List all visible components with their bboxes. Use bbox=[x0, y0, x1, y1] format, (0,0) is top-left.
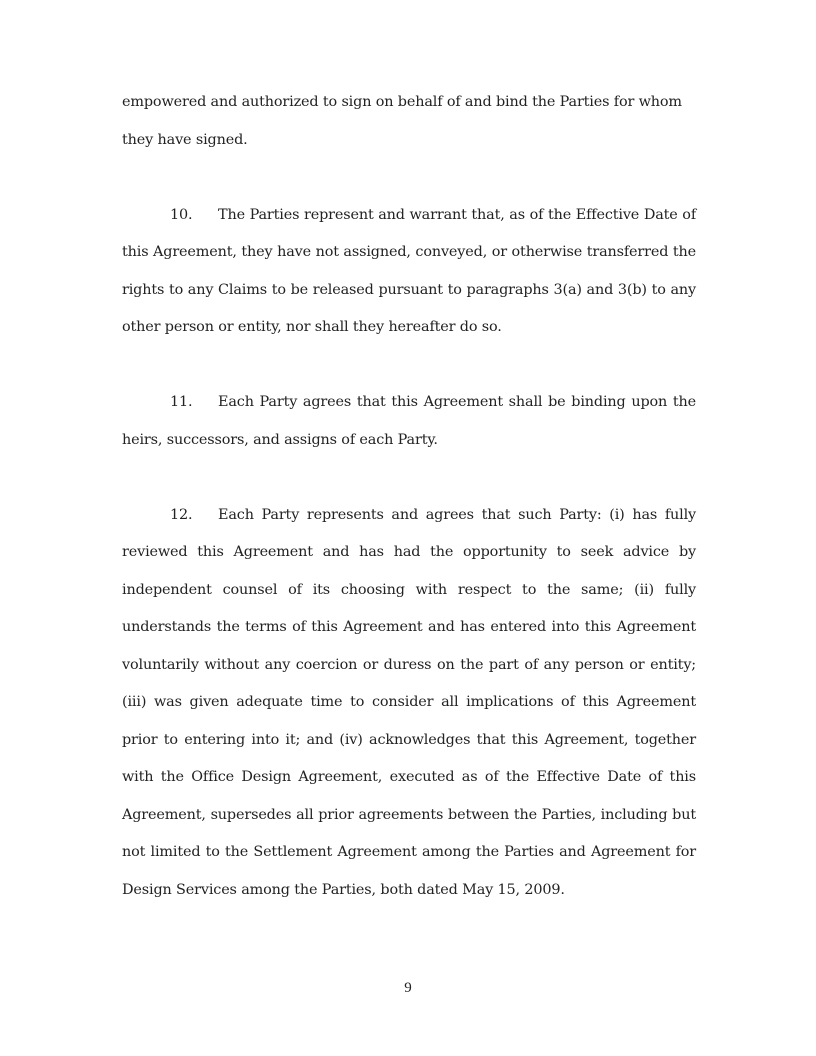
page-number: 9 bbox=[404, 980, 412, 996]
paragraph-10 bbox=[122, 197, 696, 347]
paragraph-text: Each Party represents and agrees that such Party: (i) has fully reviewed this Agreement and has had the opportunity to seek advice by independent counsel of its choosing with respect to the same; (ii) fully understands the terms of this Agreement and has entered into this Agreement voluntarily without any coercion or duress on the part of any person or entity; (iii) was given adequate time to consider all implications of this Agreement prior to entering into it; and (iv) acknowledges that this Agreement, together with the Office Design Agreement, executed as of the Effective Date of this Agreement, supersedes all prior agreements between the Parties, including but not limited to the Settlement Agreement among the Parties and Agreement for Design Services among the Parties, both dated May 15, 2009. bbox=[122, 506, 696, 898]
paragraph-text: empowered and authorized to sign on behalf of and bind the Parties for whom they have signed. bbox=[122, 94, 682, 148]
paragraph-text: Each Party agrees that this Agreement shall be binding upon the heirs, successors, and assigns of each Party. bbox=[122, 394, 696, 448]
paragraph-11 bbox=[122, 384, 696, 459]
paragraph-number: 10. bbox=[170, 206, 193, 223]
paragraph-number: 11. bbox=[170, 394, 193, 410]
paragraph-text: The Parties represent and warrant that, as of the Effective Date of this Agreement, they have not assigned, conveyed, or otherwise transferred the rights to any Claims to be released pursuant to paragraphs 3(a) and 3(b) to any other person or entity, nor shall they hereafter do so. bbox=[122, 206, 696, 335]
paragraph-continuation bbox=[122, 84, 696, 159]
paragraph-number: 12. bbox=[170, 506, 193, 523]
document-body bbox=[122, 84, 696, 909]
paragraph-12 bbox=[122, 497, 696, 910]
